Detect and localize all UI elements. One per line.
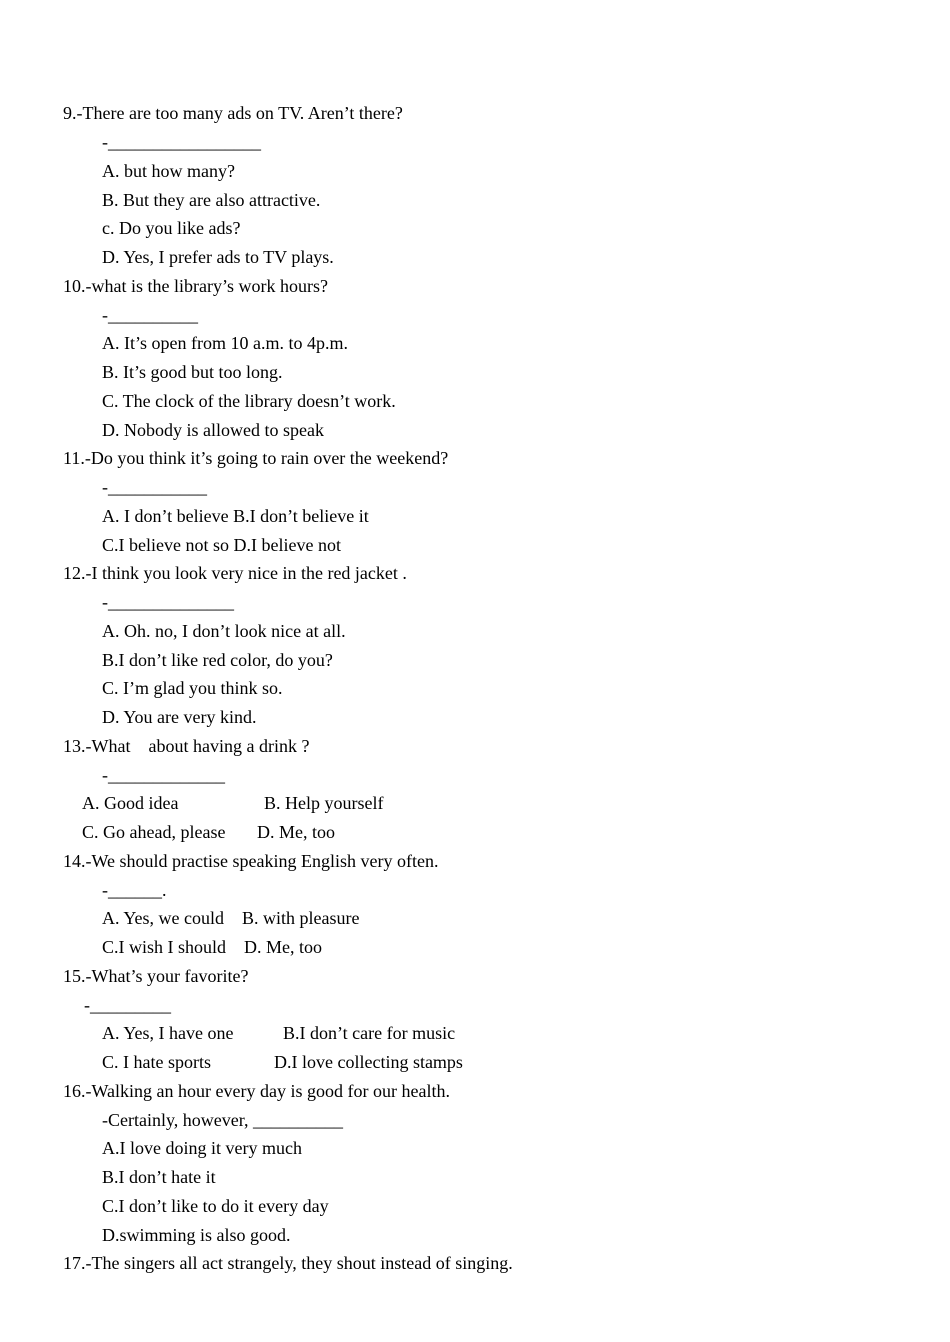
question-12-option-b: B.I don’t like red color, do you? (102, 650, 333, 670)
question-9-option-d: D. Yes, I prefer ads to TV plays. (102, 247, 334, 267)
question-13-options-ab: A. Good idea B. Help yourself (82, 793, 384, 813)
question-12-option-a: A. Oh. no, I don’t look nice at all. (102, 621, 346, 641)
question-9-option-c: c. Do you like ads? (102, 218, 241, 238)
question-10-option-d: D. Nobody is allowed to speak (102, 420, 324, 440)
question-15-response: -_________ (84, 995, 171, 1015)
question-14-response: -______. (102, 880, 167, 900)
question-16-option-c: C.I don’t like to do it every day (102, 1196, 329, 1216)
question-16-prompt: 16.-Walking an hour every day is good for our health. (63, 1081, 450, 1101)
question-12-response: -______________ (102, 592, 234, 612)
question-14-options-cd: C.I wish I should D. Me, too (102, 937, 322, 957)
question-10-option-a: A. It’s open from 10 a.m. to 4p.m. (102, 333, 348, 353)
question-12-option-c: C. I’m glad you think so. (102, 678, 283, 698)
question-10-response: -__________ (102, 305, 198, 325)
question-13-prompt: 13.-What about having a drink ? (63, 736, 310, 756)
question-13-response: -_____________ (102, 765, 225, 785)
question-16-response: -Certainly, however, __________ (102, 1110, 344, 1130)
question-16-option-a: A.I love doing it very much (102, 1138, 302, 1158)
question-16-option-b: B.I don’t hate it (102, 1167, 216, 1187)
question-15-options-cd: C. I hate sports D.I love collecting stamps (102, 1052, 463, 1072)
question-17-prompt: 17.-The singers all act strangely, they shout instead of singing. (63, 1253, 513, 1273)
question-12-option-d: D. You are very kind. (102, 707, 257, 727)
question-11-response: -___________ (102, 477, 207, 497)
question-15-prompt: 15.-What’s your favorite? (63, 966, 249, 986)
question-9-option-b: B. But they are also attractive. (102, 190, 321, 210)
question-11-options-ab: A. I don’t believe B.I don’t believe it (102, 506, 369, 526)
question-15-options-ab: A. Yes, I have one B.I don’t care for music (102, 1023, 456, 1043)
question-10-option-b: B. It’s good but too long. (102, 362, 283, 382)
question-10-prompt: 10.-what is the library’s work hours? (63, 276, 328, 296)
question-12-prompt: 12.-I think you look very nice in the red jacket . (63, 563, 407, 583)
question-9-option-a: A. but how many? (102, 161, 235, 181)
question-9-response: -_________________ (102, 132, 261, 152)
question-11-prompt: 11.-Do you think it’s going to rain over the weekend? (63, 448, 449, 468)
question-11-options-cd: C.I believe not so D.I believe not (102, 535, 341, 555)
question-13-options-cd: C. Go ahead, please D. Me, too (82, 822, 335, 842)
question-10-option-c: C. The clock of the library doesn’t work. (102, 391, 396, 411)
question-14-options-ab: A. Yes, we could B. with pleasure (102, 908, 360, 928)
question-14-prompt: 14.-We should practise speaking English very often. (63, 851, 439, 871)
question-16-option-d: D.swimming is also good. (102, 1225, 291, 1245)
question-9-prompt: 9.-There are too many ads on TV. Aren’t there? (63, 103, 403, 123)
